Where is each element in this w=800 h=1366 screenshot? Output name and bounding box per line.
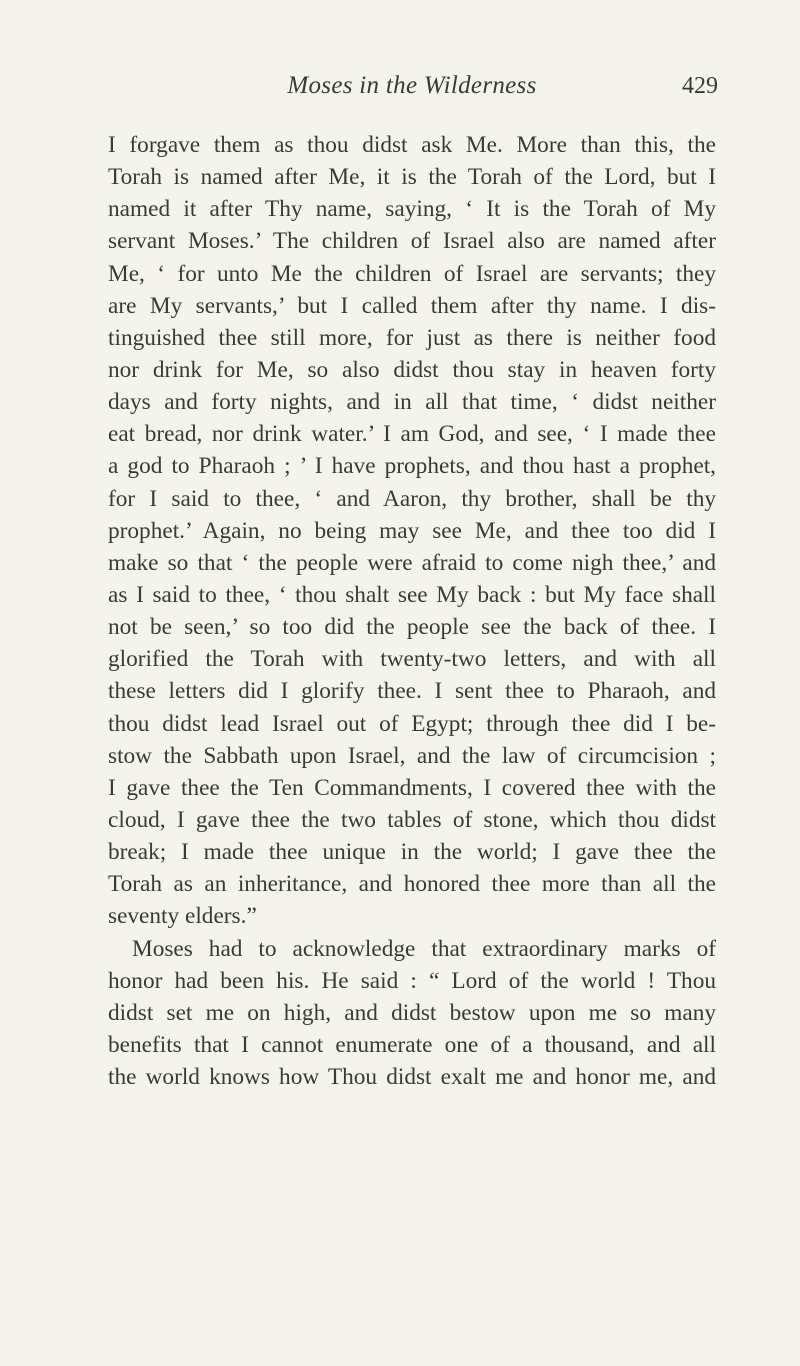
text-line: a god to Pharaoh ; ’ I have prophets, and thou hast a prophet, [108, 453, 716, 480]
text-line: Torah as an inheritance, and honored thee more than all the [108, 871, 716, 898]
page-title: Moses in the Wilderness [287, 72, 537, 99]
text-line: Me, ‘ for unto Me the children of Israel are servants; they [108, 260, 716, 287]
text-line: benefits that I cannot enumerate one of a thousand, and all [108, 1031, 716, 1058]
text-line: days and forty nights, and in all that time, ‘ didst neither [108, 389, 716, 416]
text-line: for I said to thee, ‘ and Aaron, thy brother, shall be thy [108, 485, 716, 512]
text-line: break; I made thee unique in the world; I gave thee the [108, 839, 716, 866]
text-line: honor had been his. He said : “ Lord of the world ! Thou [108, 967, 716, 994]
text-line: cloud, I gave thee the two tables of stone, which thou didst [108, 806, 716, 833]
page-number: 429 [682, 73, 718, 99]
text-line: prophet.’ Again, no being may see Me, and thee too did I [108, 517, 716, 544]
text-line: thou didst lead Israel out of Egypt; through thee did I be- [108, 710, 716, 737]
text-line: servant Moses.’ The children of Israel also are named after [108, 228, 716, 255]
body-text [108, 129, 716, 1093]
text-line: the world knows how Thou didst exalt me and honor me, and [108, 1064, 716, 1091]
text-line: eat bread, nor drink water.’ I am God, and see, ‘ I made thee [108, 421, 716, 448]
text-line: Torah is named after Me, it is the Torah of the Lord, but I [108, 164, 716, 191]
text-line: nor drink for Me, so also didst thou stay in heaven forty [108, 356, 716, 383]
text-line: these letters did I glorify thee. I sent thee to Pharaoh, and [108, 678, 716, 705]
text-line: are My servants,’ but I called them after thy name. I dis- [108, 292, 716, 319]
paragraph-start-line: Moses had to acknowledge that extraordinary marks of [132, 935, 716, 962]
running-head [108, 72, 716, 106]
text-line: as I said to thee, ‘ thou shalt see My back : but My face shall [108, 581, 716, 608]
text-line: tinguished thee still more, for just as there is neither food [108, 324, 716, 351]
text-line: make so that ‘ the people were afraid to come nigh thee,’ and [108, 549, 716, 576]
text-line: seventy elders.” [108, 903, 257, 930]
text-line: didst set me on high, and didst bestow upon me so many [108, 999, 716, 1026]
text-line: I gave thee the Ten Commandments, I covered thee with the [108, 774, 716, 801]
text-line: glorified the Torah with twenty-two letters, and with all [108, 646, 716, 673]
text-line: named it after Thy name, saying, ‘ It is the Torah of My [108, 196, 716, 223]
text-line: I forgave them as thou didst ask Me. More than this, the [108, 132, 716, 158]
text-line: stow the Sabbath upon Israel, and the law of circumcision ; [108, 742, 716, 769]
text-line: not be seen,’ so too did the people see the back of thee. I [108, 614, 716, 641]
